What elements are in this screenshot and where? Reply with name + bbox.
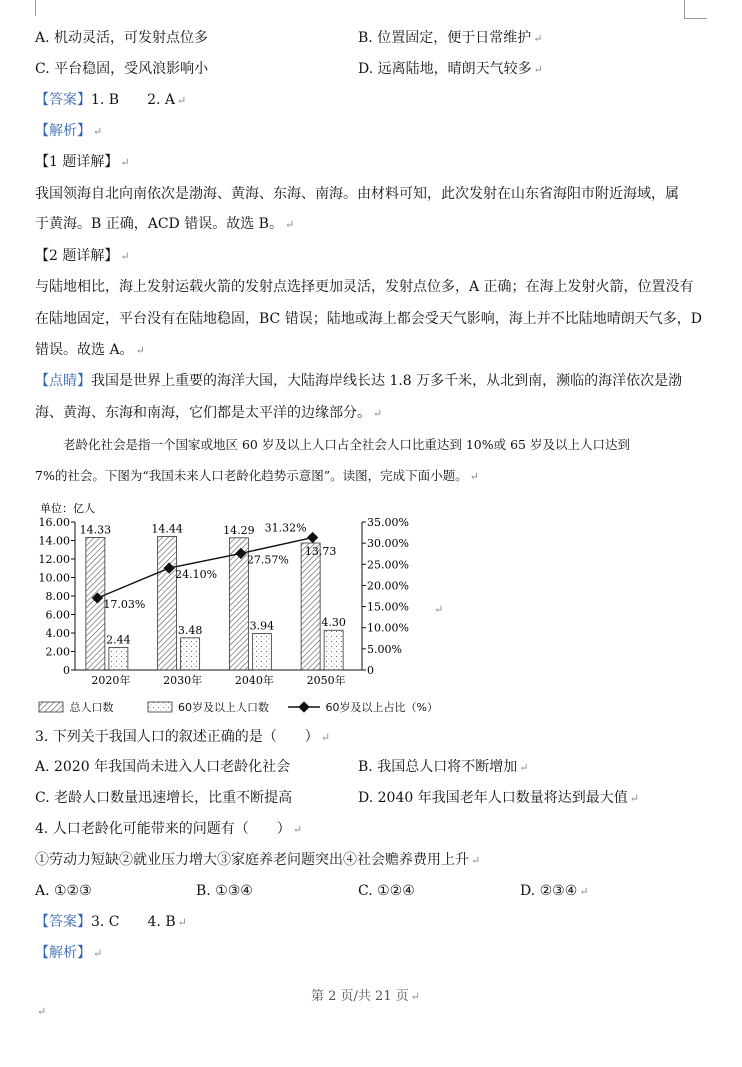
q3-option-b: B. 我国总人口将不断增加 ↵ — [358, 759, 529, 775]
option-a: A. 机动灵活，可发射点位多 — [35, 30, 209, 46]
paragraph-mark-icon: ↵ — [373, 407, 383, 420]
detail-1-label: 【1 题详解】 ↵ — [35, 154, 130, 170]
legend-total-label: 总人口数 — [69, 701, 114, 714]
elderly-population-label: 3.94 — [249, 619, 275, 633]
intro-line1: 老龄化社会是指一个国家或地区 60 岁及以上人口占全社会人口比重达到 10%或 65 岁及以上人口达到 — [63, 437, 630, 452]
ratio-label: 17.03% — [103, 597, 146, 611]
paragraph-mark-icon: ↵ — [533, 32, 543, 45]
paragraph-mark-icon: ↵ — [93, 125, 103, 138]
elderly-population-label: 2.44 — [106, 633, 131, 647]
legend-dots-swatch — [147, 701, 175, 713]
chart-legend — [38, 699, 438, 715]
legend-line-swatch — [286, 701, 322, 713]
answer-2-line: 【答案】3. C 4. B ↵ — [35, 914, 187, 930]
q4-option-d: D. ②③④ ↵ — [520, 883, 589, 899]
ratio-label: 27.57% — [246, 553, 289, 567]
total-population-label: 13.73 — [304, 544, 337, 558]
ratio-point — [307, 532, 318, 543]
y-tick-label: 4.00 — [45, 627, 70, 640]
option-d: D. 远离陆地，晴朗天气较多 ↵ — [358, 61, 543, 77]
answer-1-line: 【答案】1. B 2. A ↵ — [35, 92, 187, 108]
paragraph-mark-icon: ↵ — [120, 250, 130, 263]
point-line1: 【点睛】我国是世界上重要的海洋大国，大陆海岸线长达 1.8 万多千米，从北到南，濒临的海洋依次是渤 — [35, 373, 683, 389]
paragraph-mark-icon: ↵ — [471, 854, 481, 867]
paragraph-mark-icon: ↵ — [579, 885, 589, 898]
y2-tick-label: 15.00% — [367, 600, 409, 614]
y-tick-label: 0 — [63, 664, 70, 677]
paragraph-mark-icon: ↵ — [37, 1005, 47, 1018]
q4-option-c: C. ①②④ — [358, 883, 415, 899]
total-population-bar — [86, 537, 105, 670]
elderly-population-bar — [252, 634, 271, 670]
y-tick-label: 6.00 — [45, 608, 70, 622]
y2-tick-label: 20.00% — [367, 579, 409, 593]
point-tag: 【点睛】 — [35, 373, 91, 389]
y2-tick-label: 0 — [367, 664, 374, 677]
paragraph-mark-icon: ↵ — [434, 603, 444, 616]
detail-2-label: 【2 题详解】 ↵ — [35, 248, 130, 264]
paragraph-mark-icon: ↵ — [284, 218, 295, 231]
detail-2-line3: 错误。故选 A。 ↵ — [35, 342, 145, 358]
q3-option-a: A. 2020 年我国尚未进入人口老龄化社会 — [35, 759, 291, 775]
y-tick-label: 14.00 — [38, 534, 70, 548]
y-tick-label: 8.00 — [45, 590, 70, 603]
x-category-label: 2050年 — [306, 674, 346, 687]
legend-elderly-label: 60岁及以上人口数 — [178, 701, 269, 714]
q4-option-a: A. ①②③ — [35, 883, 92, 899]
paragraph-mark-icon: ↵ — [177, 94, 187, 107]
elderly-population-label: 4.30 — [321, 616, 346, 630]
legend-hatch-swatch — [38, 701, 66, 713]
total-population-label: 14.33 — [79, 523, 112, 537]
elderly-population-bar — [109, 647, 128, 670]
y2-tick-label: 35.00% — [367, 516, 409, 529]
total-population-bar — [229, 538, 248, 670]
answer-tag: 【答案】 — [35, 914, 91, 930]
y-tick-label: 16.00 — [38, 516, 70, 529]
x-category-label: 2040年 — [234, 674, 274, 687]
y-tick-label: 12.00 — [38, 553, 70, 566]
total-population-label: 14.44 — [151, 522, 183, 536]
elderly-population-label: 3.48 — [177, 623, 203, 637]
q4-stem: 4. 人口老龄化可能带来的问题有（ ） ↵ — [35, 821, 303, 837]
y2-tick-label: 25.00% — [367, 558, 409, 572]
paragraph-mark-icon: ↵ — [177, 916, 187, 929]
paragraph-mark-icon: ↵ — [93, 947, 103, 960]
intro-line2: 7%的社会。下图为“我国未来人口老龄化趋势示意图”。读图，完成下面小题。 ↵ — [35, 468, 479, 483]
x-category-label: 2030年 — [163, 674, 203, 687]
point-line2: 海、黄海、东海和南海，它们都是太平洋的边缘部分。 ↵ — [35, 405, 383, 421]
detail-1-line1: 我国领海自北向南依次是渤海、黄海、东海、南海。由材料可知，此次发射在山东省海阳市附近海域，属 — [35, 186, 679, 202]
analysis-label-2: 【解析】 ↵ — [35, 945, 103, 961]
paragraph-mark-icon: ↵ — [629, 792, 639, 805]
crop-mark-left — [35, 0, 36, 16]
ratio-label: 31.32% — [264, 521, 307, 535]
y2-tick-label: 10.00% — [367, 621, 409, 635]
detail-1-line2: 于黄海。B 正确，ACD 错误。故选 B。 ↵ — [35, 216, 295, 232]
elderly-population-bar — [324, 630, 343, 670]
option-b: B. 位置固定，便于日常维护 ↵ — [358, 30, 543, 46]
aging-trend-chart — [0, 490, 460, 700]
paragraph-mark-icon: ↵ — [519, 761, 529, 774]
answer-tag: 【答案】 — [35, 92, 91, 108]
y2-tick-label: 5.00% — [367, 642, 402, 656]
total-population-label: 14.29 — [223, 523, 255, 537]
detail-2-line1: 与陆地相比，海上发射运载火箭的发射点选择更加灵活，发射点位多，A 正确；在海上发射火箭，位置没有 — [35, 279, 694, 295]
analysis-label: 【解析】 ↵ — [35, 123, 103, 139]
q3-option-c: C. 老龄人口数量迅速增长，比重不断提高 — [35, 790, 293, 806]
elderly-population-bar — [181, 638, 200, 670]
q4-option-b: B. ①③④ — [196, 883, 253, 899]
page-footer: 第 2 页/共 21 页 ↵ — [311, 989, 420, 1004]
paragraph-mark-icon: ↵ — [120, 156, 130, 169]
paragraph-mark-icon: ↵ — [292, 823, 303, 836]
q3-option-d: D. 2040 年我国老年人口数量将达到最大值 ↵ — [358, 790, 639, 806]
q4-items: ①劳动力短缺②就业压力增大③家庭养老问题突出④社会赡养费用上升 ↵ — [35, 852, 481, 868]
option-c: C. 平台稳固，受风浪影响小 — [35, 61, 209, 77]
detail-2-line2: 在陆地固定，平台没有在陆地稳固，BC 错误；陆地或海上都会受天气影响，海上并不比陆地晴朗天气多，D — [35, 311, 702, 327]
y-tick-label: 10.00 — [38, 571, 70, 585]
total-population-bar — [158, 536, 177, 670]
legend-ratio-label: 60岁及以上占比（%） — [325, 701, 438, 714]
crop-mark-right — [684, 0, 707, 19]
paragraph-mark-icon: ↵ — [135, 344, 145, 357]
q3-stem: 3. 下列关于我国人口的叙述正确的是（ ） ↵ — [35, 729, 331, 745]
y2-tick-label: 30.00% — [367, 537, 409, 551]
paragraph-mark-icon: ↵ — [533, 63, 543, 76]
paragraph-mark-icon: ↵ — [320, 731, 331, 744]
paragraph-mark-icon: ↵ — [410, 990, 420, 1003]
total-population-bar — [301, 543, 320, 670]
ratio-label: 24.10% — [175, 568, 218, 582]
y-tick-label: 2.00 — [45, 645, 70, 659]
paragraph-mark-icon: ↵ — [469, 470, 479, 483]
chart-unit-label: 单位：亿人 — [40, 502, 95, 515]
x-category-label: 2020年 — [91, 674, 131, 687]
